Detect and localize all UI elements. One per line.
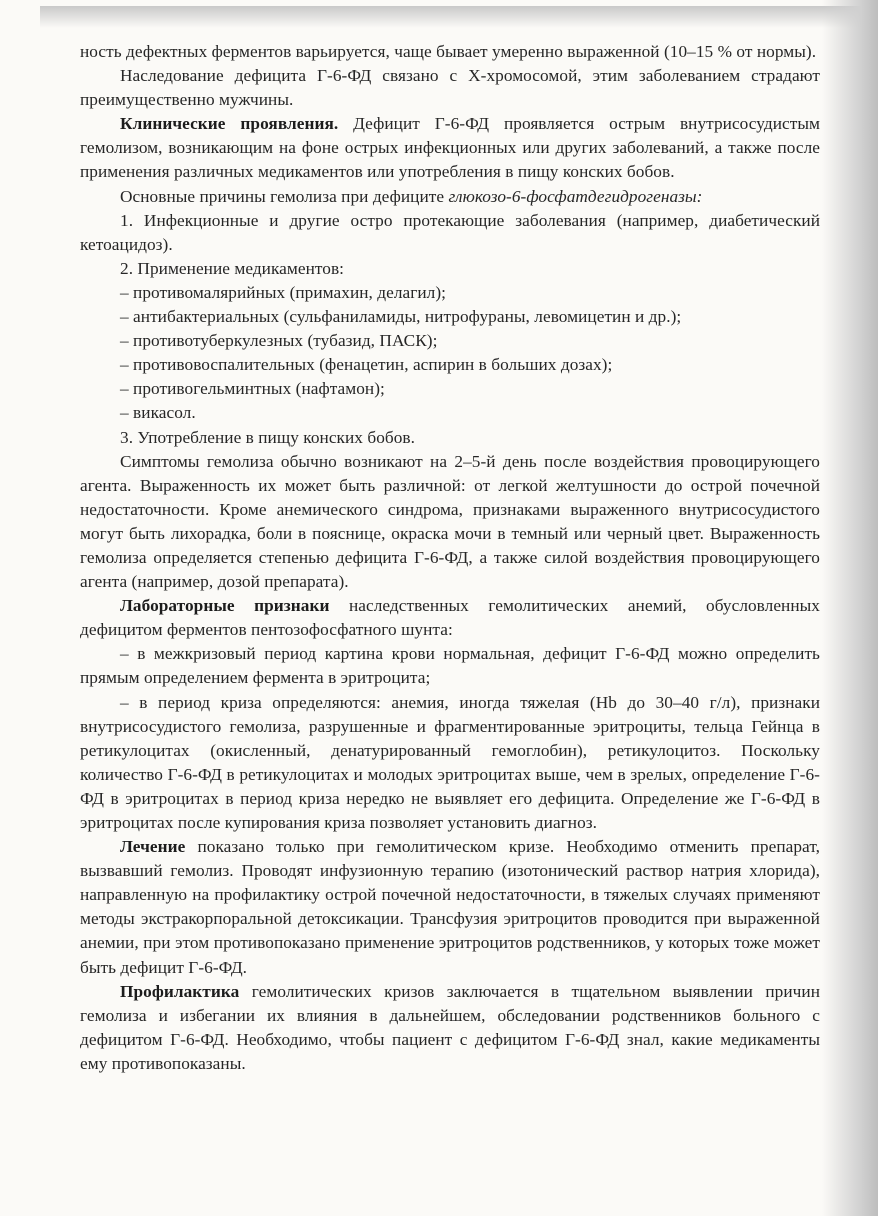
scan-binding-shadow bbox=[822, 0, 878, 1216]
paragraph-lab bbox=[80, 594, 820, 642]
paragraph-symptoms: Симптомы гемолиза обычно возникают на 2–5-й день после воздействия провоцирующего агента. Выраженность их может быть различной: от легкой желтушности до острой почечной недостаточности. Кроме анемического синдрома, признаками выраженного внутрисосудистого могут быть лихорадка, боли в пояснице, окраска мочи в темный или черный цвет. Выраженность гемолиза определяется степенью дефицита Г-6-ФД, а также силой воздействия провоцирующего агента (например, дозой препарата). bbox=[80, 451, 820, 592]
drug-list-item: – викасол. bbox=[120, 403, 196, 423]
heading-prevention: Профилактика bbox=[120, 981, 240, 1001]
cause-item-3: 3. Употребление в пищу конских бобов. bbox=[120, 427, 415, 447]
cause-item-1: 1. Инфекционные и другие остро протекающие заболевания (например, диабетический кетоацидоз). bbox=[80, 210, 820, 254]
scan-top-shadow bbox=[40, 6, 878, 28]
paragraph-treatment bbox=[80, 835, 820, 980]
heading-clinical: Клинические проявления. bbox=[120, 114, 339, 134]
cause-item-2: 2. Применение медикаментов: bbox=[120, 258, 345, 278]
causes-intro-italic: глюкозо-6-фосфатдегидрогеназы: bbox=[448, 186, 703, 206]
page-body-text bbox=[80, 40, 820, 1076]
paragraph-prevention bbox=[80, 980, 820, 1076]
paragraph-causes-intro bbox=[80, 185, 820, 209]
causes-intro-text: Основные причины гемолиза при дефиците bbox=[120, 186, 449, 206]
heading-treatment: Лечение bbox=[120, 837, 186, 857]
paragraph-inheritance: Наследование дефицита Г-6-ФД связано с Х-хромосомой, этим заболеванием страдают преимущественно мужчины. bbox=[80, 66, 820, 110]
drug-list-item: – противомалярийных (примахин, делагил); bbox=[120, 282, 447, 302]
drug-list-item: – противотуберкулезных (тубазид, ПАСК); bbox=[120, 331, 438, 351]
lab-item-intercrisis: – в межкризовый период картина крови нормальная, дефицит Г-6-ФД можно определить прямым определением фермента в эритроцита; bbox=[80, 644, 820, 688]
paragraph-treatment-text: показано только при гемолитическом кризе. Необходимо отменить препарат, вызвавший гемолиз. Проводят инфузионную терапию (изотонический раствор натрия хлорида), направленную на профилактику острой почечной недостаточности, в тяжелых случаях применяют методы экстракорпоральной детоксикации. Трансфузия эритроцитов проводится при выраженной анемии, при этом противопоказано применение эритроцитов родственников, у которых тоже может быть дефицит Г-6-ФД. bbox=[80, 837, 820, 977]
heading-lab: Лабораторные признаки bbox=[120, 596, 330, 616]
paragraph-lab-text: наследственных гемолитических анемий, обусловленных дефицитом ферментов пентозофосфатного шунта: bbox=[80, 596, 821, 640]
paragraph-prevention-text: гемолитических кризов заключается в тщательном выявлении причин гемолиза и избегании их влияния в дальнейшем, обследовании родственников больного с дефицитом Г-6-ФД. Необходимо, чтобы пациент с дефицитом Г-6-ФД знал, какие медикаменты ему противопоказаны. bbox=[80, 981, 820, 1073]
paragraph-clinical-text: Дефицит Г-6-ФД проявляется острым внутрисосудистым гемолизом, возникающим на фоне острых инфекционных или других заболеваний, а также после применения различных медикаментов или употребления в пищу конских бобов. bbox=[80, 114, 821, 182]
paragraph-continuation: ность дефектных ферментов варьируется, чаще бывает умеренно выраженной (10–15 % от нормы). bbox=[80, 42, 817, 61]
drug-list-item: – противовоспалительных (фенацетин, аспирин в больших дозах); bbox=[120, 355, 613, 375]
drug-list-item: – антибактериальных (сульфаниламиды, нитрофураны, левомицетин и др.); bbox=[120, 307, 682, 327]
paragraph-clinical bbox=[80, 112, 820, 184]
lab-item-crisis: – в период криза определяются: анемия, иногда тяжелая (Hb до 30–40 г/л), признаки внутрисосудистого гемолиза, разрушенные и фрагментированные эритроциты, тельца Гейнца в ретикулоцитах (окисленный, денатурированный гемоглобин), ретикулоцитоз. Поскольку количество Г-6-ФД в ретикулоцитах и молодых эритроцитах выше, чем в зрелых, определение Г-6-ФД в эритроцитах в период криза нередко не выявляет его дефицита. Определение же Г-6-ФД в эритроцитах после купирования криза позволяет установить диагноз. bbox=[80, 692, 820, 832]
drug-list-item: – противогельминтных (нафтамон); bbox=[120, 379, 385, 399]
